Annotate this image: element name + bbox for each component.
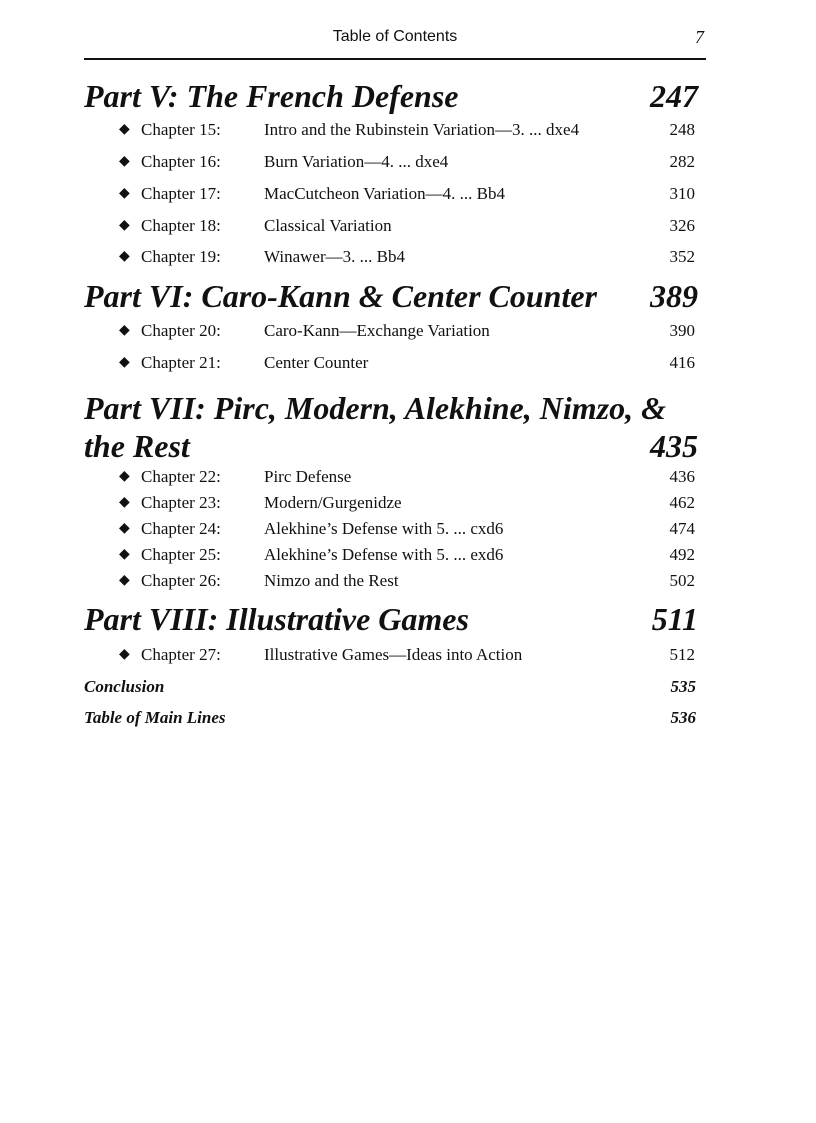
chapter-entry[interactable] [119, 245, 695, 269]
chapter-title: Pirc Defense [264, 467, 352, 486]
chapter-entry[interactable] [119, 351, 695, 375]
chapter-title: Nimzo and the Rest [264, 571, 399, 590]
part-heading[interactable] [84, 390, 698, 426]
chapter-title: Burn Variation—4. ... dxe4 [264, 152, 449, 171]
part-page: 511 [651, 601, 698, 637]
chapter-title: Alekhine’s Defense with 5. ... exd6 [264, 545, 504, 564]
page-header [84, 26, 706, 60]
chapter-entry[interactable] [119, 182, 695, 206]
diamond-bullet-icon: ◆ [119, 218, 130, 233]
conclusion-entry[interactable] [84, 676, 696, 698]
chapter-page: 390 [669, 321, 695, 340]
chapter-title: Winawer—3. ... Bb4 [264, 247, 405, 266]
chapter-page: 462 [669, 493, 695, 512]
chapter-page: 416 [669, 353, 695, 372]
chapter-label: Chapter 23: [141, 493, 221, 512]
part-heading[interactable] [84, 278, 698, 314]
part-title: Part VI: Caro-Kann & Center Counter [84, 278, 597, 314]
chapter-title: Center Counter [264, 353, 369, 372]
diamond-bullet-icon: ◆ [119, 469, 130, 484]
chapter-label: Chapter 22: [141, 467, 221, 486]
chapter-page: 436 [669, 467, 695, 486]
chapter-label: Chapter 15: [141, 120, 221, 139]
part-heading-continued[interactable] [84, 428, 698, 464]
chapter-entry[interactable] [119, 214, 695, 238]
chapter-label: Chapter 19: [141, 247, 221, 266]
chapter-page: 326 [669, 216, 695, 235]
main-lines-entry[interactable] [84, 707, 696, 729]
chapter-title: Alekhine’s Defense with 5. ... cxd6 [264, 519, 504, 538]
part-heading[interactable] [84, 78, 698, 114]
diamond-bullet-icon: ◆ [119, 647, 130, 662]
diamond-bullet-icon: ◆ [119, 122, 130, 137]
chapter-page: 474 [669, 519, 695, 538]
chapter-entry[interactable] [119, 569, 695, 593]
diamond-bullet-icon: ◆ [119, 249, 130, 264]
part-page: 435 [650, 428, 698, 464]
chapter-entry[interactable] [119, 517, 695, 541]
header-page-number: 7 [695, 27, 704, 47]
extra-title: Conclusion [84, 677, 165, 696]
diamond-bullet-icon: ◆ [119, 547, 130, 562]
chapter-entry[interactable] [119, 465, 695, 489]
chapter-label: Chapter 27: [141, 645, 221, 664]
part-title: Part VII: Pirc, Modern, Alekhine, Nimzo, & [84, 390, 666, 426]
diamond-bullet-icon: ◆ [119, 154, 130, 169]
header-title: Table of Contents [332, 28, 458, 45]
chapter-title: MacCutcheon Variation—4. ... Bb4 [264, 184, 505, 203]
extra-page: 536 [670, 708, 696, 727]
chapter-label: Chapter 17: [141, 184, 221, 203]
chapter-label: Chapter 26: [141, 571, 221, 590]
chapter-label: Chapter 18: [141, 216, 221, 235]
part-page: 389 [650, 278, 698, 314]
chapter-title: Modern/Gurgenidze [264, 493, 402, 512]
chapter-page: 310 [669, 184, 695, 203]
diamond-bullet-icon: ◆ [119, 323, 130, 338]
diamond-bullet-icon: ◆ [119, 521, 130, 536]
chapter-entry[interactable] [119, 150, 695, 174]
chapter-page: 248 [669, 120, 695, 139]
diamond-bullet-icon: ◆ [119, 573, 130, 588]
chapter-label: Chapter 24: [141, 519, 221, 538]
chapter-title: Classical Variation [264, 216, 392, 235]
chapter-page: 492 [669, 545, 695, 564]
chapter-page: 282 [669, 152, 695, 171]
part-title: Part V: The French Defense [84, 78, 459, 114]
chapter-entry[interactable] [119, 491, 695, 515]
diamond-bullet-icon: ◆ [119, 495, 130, 510]
chapter-page: 512 [669, 645, 695, 664]
part-title: Part VIII: Illustrative Games [84, 601, 469, 637]
diamond-bullet-icon: ◆ [119, 355, 130, 370]
chapter-page: 502 [669, 571, 695, 590]
part-page: 247 [650, 78, 698, 114]
diamond-bullet-icon: ◆ [119, 186, 130, 201]
part-title: the Rest [84, 428, 190, 464]
extra-title: Table of Main Lines [84, 708, 226, 727]
chapter-entry[interactable] [119, 643, 695, 667]
chapter-label: Chapter 25: [141, 545, 221, 564]
chapter-title: Intro and the Rubinstein Variation—3. ... dxe4 [264, 120, 580, 139]
chapter-entry[interactable] [119, 319, 695, 343]
chapter-label: Chapter 20: [141, 321, 221, 340]
chapter-title: Caro-Kann—Exchange Variation [264, 321, 490, 340]
chapter-entry[interactable] [119, 543, 695, 567]
extra-page: 535 [670, 677, 696, 696]
chapter-title: Illustrative Games—Ideas into Action [264, 645, 523, 664]
part-heading[interactable] [84, 601, 698, 637]
chapter-entry[interactable] [119, 118, 695, 142]
chapter-label: Chapter 16: [141, 152, 221, 171]
chapter-page: 352 [669, 247, 695, 266]
chapter-label: Chapter 21: [141, 353, 221, 372]
